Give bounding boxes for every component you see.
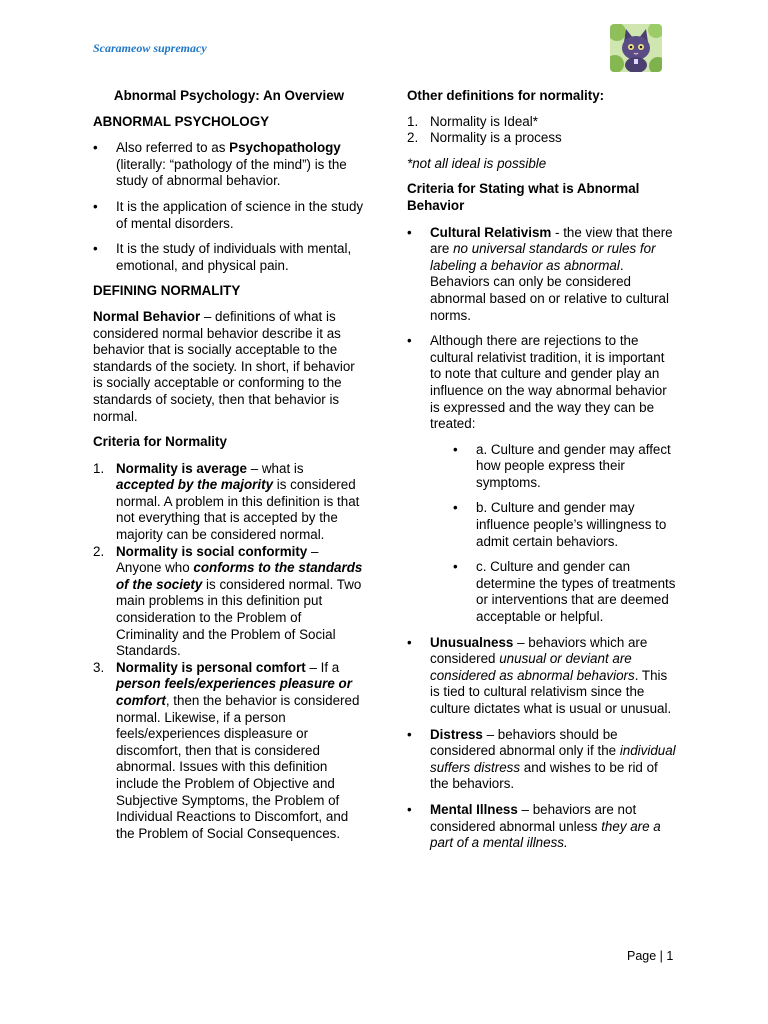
numbered-item: 1. Normality is Ideal* — [407, 113, 538, 129]
numbered-item: 1. Normality is average – what is accepted by the majority is considered normal. A problem in this definition is that not everything that is accepted by the majority can be considered normal. — [93, 460, 360, 543]
bullet-icon: • — [93, 241, 98, 257]
bullet-icon: • — [407, 801, 412, 817]
footnote: *not all ideal is possible — [407, 155, 547, 171]
list-item: • Cultural Relativism - the view that there are no universal standards or rules for labeling a behavior as abnormal. Behaviors can only be considered abnormal based on or relative to cultural norms. — [407, 224, 673, 323]
bullet-icon: • — [407, 333, 412, 349]
list-item: • Unusualness – behaviors which are considered unusual or deviant are considered as abnormal behaviors. This is tied to cultural relativism since the culture dictates what is usual or unusual. — [407, 634, 672, 716]
list-item: • It is the study of individuals with mental, emotional, and physical pain. — [93, 241, 352, 273]
cat-avatar-logo — [610, 24, 662, 72]
bullet-icon: • — [407, 224, 412, 240]
bullet-icon: • — [407, 634, 412, 650]
bullet-icon: • — [453, 441, 458, 457]
page-number: Page | 1 — [627, 949, 674, 963]
sub-list-item: • c. Culture and gender can determine the types of treatments or interventions that are deemed acceptable or helpful. — [453, 559, 676, 625]
header-title: Scarameow supremacy — [93, 41, 207, 55]
list-item: • Although there are rejections to the cultural relativist tradition, it is important to note that culture and gender play an influence on the way abnormal behavior is expressed and the way they can be treated: — [407, 333, 667, 432]
list-item: • Also referred to as Psychopathology (literally: “pathology of the mind”) is the study of abnormal behavior. — [93, 140, 347, 189]
other-definitions-heading: Other definitions for normality: — [407, 88, 605, 103]
sub-list-item: • a. Culture and gender may affect how people express their symptoms. — [453, 441, 671, 490]
section-heading-abnormal-psychology: ABNORMAL PSYCHOLOGY — [93, 113, 270, 129]
sub-list-item: • b. Culture and gender may influence people’s willingness to admit certain behaviors. — [453, 500, 667, 549]
section-heading-defining-normality: DEFINING NORMALITY — [93, 283, 241, 299]
bullet-icon: • — [453, 500, 458, 516]
document-title: Abnormal Psychology: An Overview — [113, 88, 345, 103]
list-item: • Mental Illness – behaviors are not considered abnormal unless they are a part of a mental illness. — [407, 801, 661, 851]
right-column — [407, 88, 679, 852]
list-item: • Distress – behaviors should be considered abnormal only if the individual suffers distress and wishes to be rid of the behaviors. — [407, 726, 676, 792]
left-column — [93, 88, 365, 842]
abnormal-criteria-heading: Criteria for Stating what is Abnormal Behavior — [407, 181, 640, 213]
numbered-item: 2. Normality is social conformity – Anyone who conforms to the standards of the society is considered normal. Two main problems in this definition put consideration to the Problem of Criminality and the Problem of Social Standards. — [93, 543, 363, 659]
bullet-icon: • — [93, 140, 98, 156]
numbered-item: 2. Normality is a process — [407, 130, 562, 146]
numbered-item: 3. Normality is personal comfort – If a person feels/experiences pleasure or comfort, then the behavior is considered normal. Likewise, if a person feels/experiences displeasure or discomfort, then that is considered abnormal. Issues with this definition include the Problem of Objective and Subjective Symptoms, the Problem of Individual Reactions to Discomfort, and the Problem of Social Consequences. — [93, 659, 360, 841]
bullet-icon: • — [453, 559, 458, 575]
normal-behavior-paragraph: Normal Behavior – definitions of what is considered normal behavior describe it as behavior that is socially acceptable to the standards of the society. In short, if behavior is socially acceptable or conforming to the standards of society, then that behavior is normal. — [93, 308, 355, 424]
criteria-heading: Criteria for Normality — [93, 434, 227, 450]
bullet-icon: • — [93, 198, 98, 214]
bullet-icon: • — [407, 726, 412, 742]
list-item: • It is the application of science in the study of mental disorders. — [93, 198, 364, 231]
